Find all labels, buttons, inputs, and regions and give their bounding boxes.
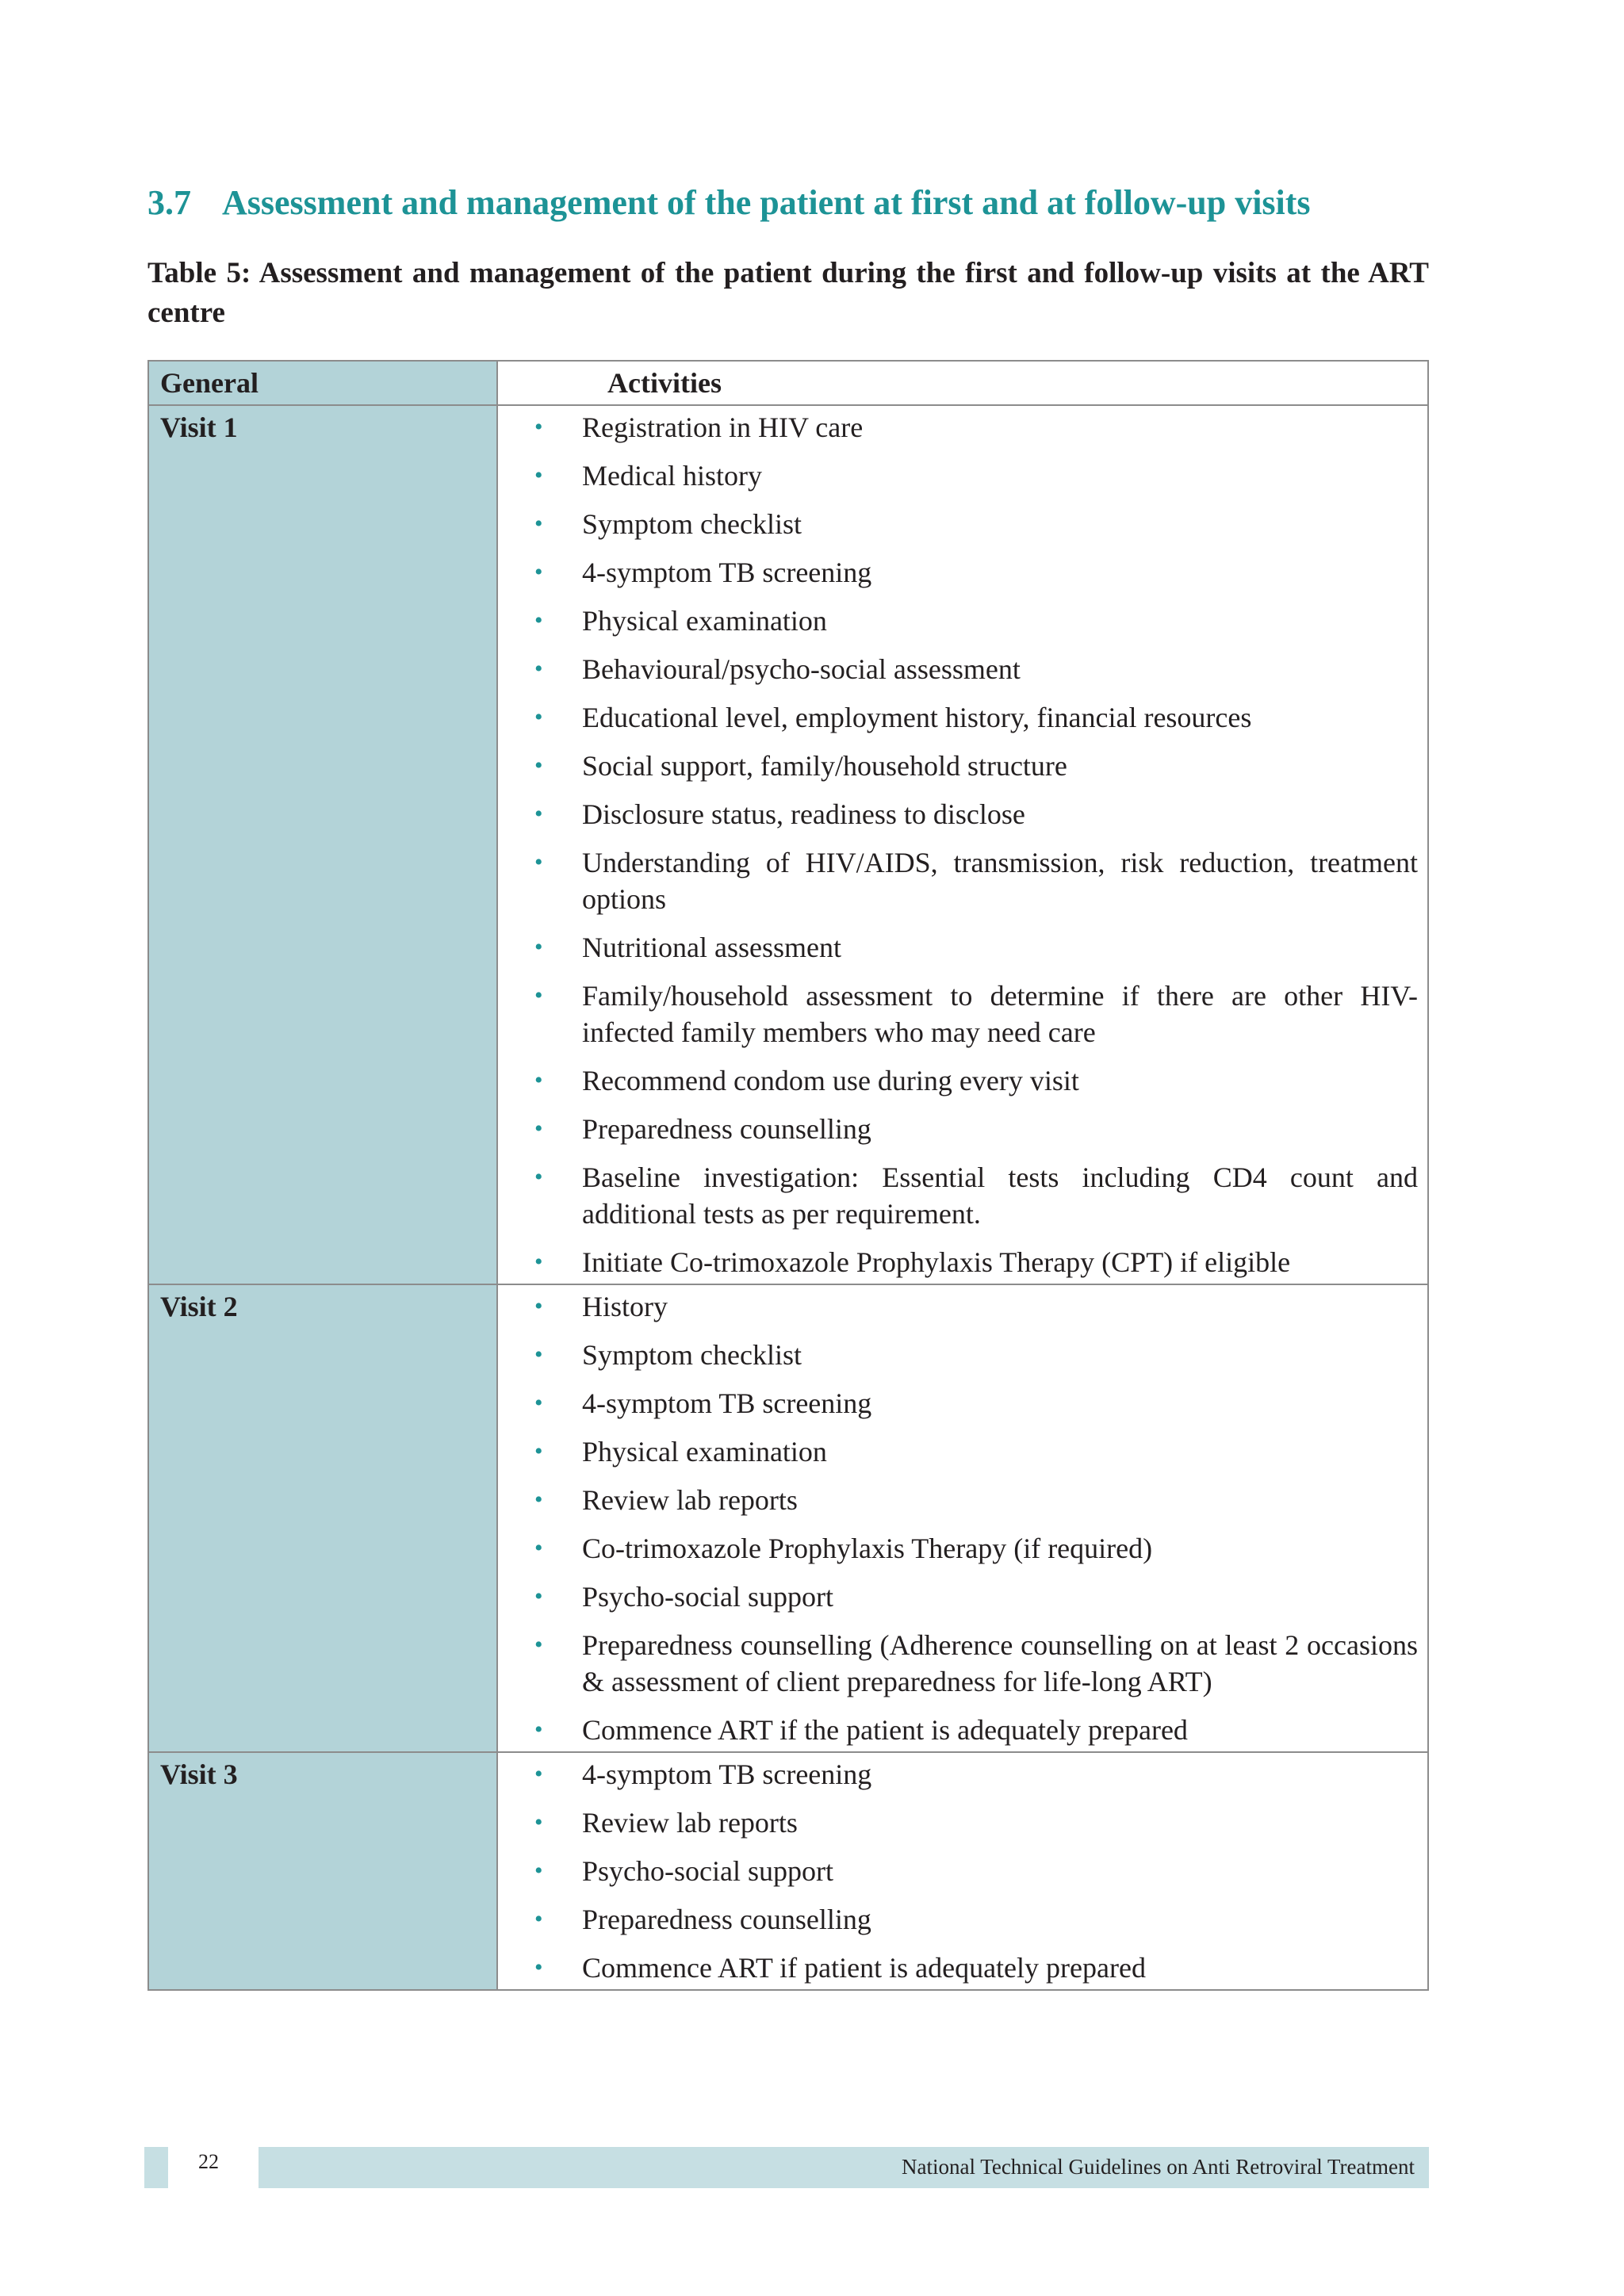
activity-item: [498, 506, 1418, 542]
bullet-icon: •: [534, 801, 543, 827]
activity-item: [498, 978, 1418, 1050]
activity-item: [498, 1756, 1418, 1793]
activity-text: Nutritional assessment: [582, 932, 841, 963]
activity-text: Disclosure status, readiness to disclose: [582, 798, 1025, 830]
activity-item: [498, 603, 1418, 639]
activity-item: [498, 1482, 1418, 1518]
bullet-icon: •: [534, 1716, 543, 1743]
bullet-icon: •: [534, 1809, 543, 1835]
bullet-icon: •: [534, 559, 543, 585]
section-number: 3.7: [147, 183, 191, 222]
activity-text: 4-symptom TB screening: [582, 557, 872, 588]
table-row: [148, 1284, 1428, 1752]
bullet-icon: •: [534, 1164, 543, 1190]
activity-item: [498, 409, 1418, 446]
bullet-icon: •: [534, 656, 543, 682]
activity-text: 4-symptom TB screening: [582, 1387, 872, 1419]
activity-item: [498, 1712, 1418, 1748]
activity-text: Preparedness counselling: [582, 1904, 871, 1935]
activity-item: [498, 844, 1418, 917]
bullet-icon: •: [534, 414, 543, 440]
activity-item: [498, 1804, 1418, 1841]
activity-text: Physical examination: [582, 1436, 827, 1468]
activity-text: Psycho-social support: [582, 1855, 833, 1887]
activity-item: [498, 929, 1418, 966]
header-general: General: [148, 361, 497, 405]
bullet-icon: •: [534, 1390, 543, 1416]
activity-text: Review lab reports: [582, 1807, 798, 1839]
bullet-icon: •: [534, 511, 543, 537]
bullet-icon: •: [534, 1858, 543, 1884]
activity-item: [498, 457, 1418, 494]
activity-item: [498, 1950, 1418, 1986]
section-heading: [147, 182, 1480, 223]
activities-list: [498, 409, 1418, 1280]
activity-text: Symptom checklist: [582, 508, 802, 540]
bullet-icon: •: [534, 1583, 543, 1609]
activities-cell: [497, 1752, 1428, 1990]
activity-text: Physical examination: [582, 605, 827, 637]
footer-title: National Technical Guidelines on Anti Retroviral Treatment: [902, 2155, 1415, 2179]
visit-label: Visit 2: [148, 1284, 497, 1752]
bullet-icon: •: [534, 704, 543, 730]
activity-item: [498, 1385, 1418, 1422]
activity-item: [498, 1288, 1418, 1325]
activity-item: [498, 1530, 1418, 1567]
bullet-icon: •: [534, 1067, 543, 1093]
table-header-row: [148, 361, 1428, 405]
activity-item: [498, 651, 1418, 687]
activity-text: History: [582, 1291, 668, 1322]
activity-item: [498, 1337, 1418, 1373]
bullet-icon: •: [534, 1487, 543, 1513]
activity-item: [498, 1901, 1418, 1938]
bullet-icon: •: [534, 1535, 543, 1561]
activity-item: [498, 1111, 1418, 1147]
bullet-icon: •: [534, 607, 543, 633]
bullet-icon: •: [534, 1632, 543, 1658]
activity-text: Social support, family/household structure: [582, 750, 1067, 782]
activity-item: [498, 1159, 1418, 1232]
activity-text: Psycho-social support: [582, 1581, 833, 1613]
activity-item: [498, 1433, 1418, 1470]
activity-text: Co-trimoxazole Prophylaxis Therapy (if required): [582, 1533, 1153, 1564]
footer-page-marker: [144, 2147, 168, 2188]
activity-item: [498, 699, 1418, 736]
bullet-icon: •: [534, 1293, 543, 1319]
bullet-icon: •: [534, 1115, 543, 1142]
bullet-icon: •: [534, 1906, 543, 1932]
activity-text: Registration in HIV care: [582, 411, 864, 443]
activities-list: [498, 1756, 1418, 1986]
activity-text: Medical history: [582, 460, 762, 492]
header-activities: Activities: [497, 361, 1428, 405]
section-title: Assessment and management of the patient at first and at follow-up visits: [222, 183, 1311, 222]
activity-item: [498, 1062, 1418, 1099]
activity-text: Baseline investigation: Essential tests including CD4 count and additional tests as per requirement.: [582, 1161, 1418, 1230]
activity-text: Preparedness counselling (Adherence counselling on at least 2 occasions & assessment of client preparedness for life-long ART): [582, 1629, 1418, 1697]
table-caption: Table 5: Assessment and management of the patient during the first and follow-up visits at the ART centre: [147, 257, 1429, 329]
activity-item: [498, 554, 1418, 591]
activity-text: Educational level, employment history, financial resources: [582, 702, 1252, 733]
activity-text: Family/household assessment to determine if there are other HIV-infected family members who may need care: [582, 980, 1418, 1048]
activity-item: [498, 748, 1418, 784]
activities-cell: [497, 1284, 1428, 1752]
activity-text: Preparedness counselling: [582, 1113, 871, 1145]
activity-item: [498, 796, 1418, 832]
activity-text: Initiate Co-trimoxazole Prophylaxis Therapy (CPT) if eligible: [582, 1246, 1291, 1278]
activity-text: Symptom checklist: [582, 1339, 802, 1371]
bullet-icon: •: [534, 1341, 543, 1368]
table-body: [148, 361, 1428, 1990]
activities-list: [498, 1288, 1418, 1748]
bullet-icon: •: [534, 462, 543, 488]
activity-text: Commence ART if patient is adequately prepared: [582, 1952, 1146, 1984]
activity-text: Commence ART if the patient is adequately prepared: [582, 1714, 1188, 1746]
activity-text: Recommend condom use during every visit: [582, 1065, 1079, 1096]
visit-label: Visit 1: [148, 405, 497, 1284]
visits-table: [147, 360, 1429, 1991]
activity-item: [498, 1578, 1418, 1615]
activity-text: Review lab reports: [582, 1484, 798, 1516]
activity-text: Behavioural/psycho-social assessment: [582, 653, 1021, 685]
bullet-icon: •: [534, 1249, 543, 1275]
activity-text: Understanding of HIV/AIDS, transmission, risk reduction, treatment options: [582, 847, 1418, 915]
table-row: [148, 1752, 1428, 1990]
bullet-icon: •: [534, 982, 543, 1008]
activity-item: [498, 1627, 1418, 1700]
page-number: 22: [198, 2150, 219, 2173]
activity-item: [498, 1853, 1418, 1889]
bullet-icon: •: [534, 849, 543, 875]
activities-cell: [497, 405, 1428, 1284]
bullet-icon: •: [534, 1761, 543, 1787]
bullet-icon: •: [534, 1438, 543, 1464]
footer-band: [259, 2147, 1429, 2188]
table-row: [148, 405, 1428, 1284]
activity-text: 4-symptom TB screening: [582, 1758, 872, 1790]
visit-label: Visit 3: [148, 1752, 497, 1990]
bullet-icon: •: [534, 1954, 543, 1980]
activity-item: [498, 1244, 1418, 1280]
bullet-icon: •: [534, 934, 543, 960]
bullet-icon: •: [534, 752, 543, 779]
